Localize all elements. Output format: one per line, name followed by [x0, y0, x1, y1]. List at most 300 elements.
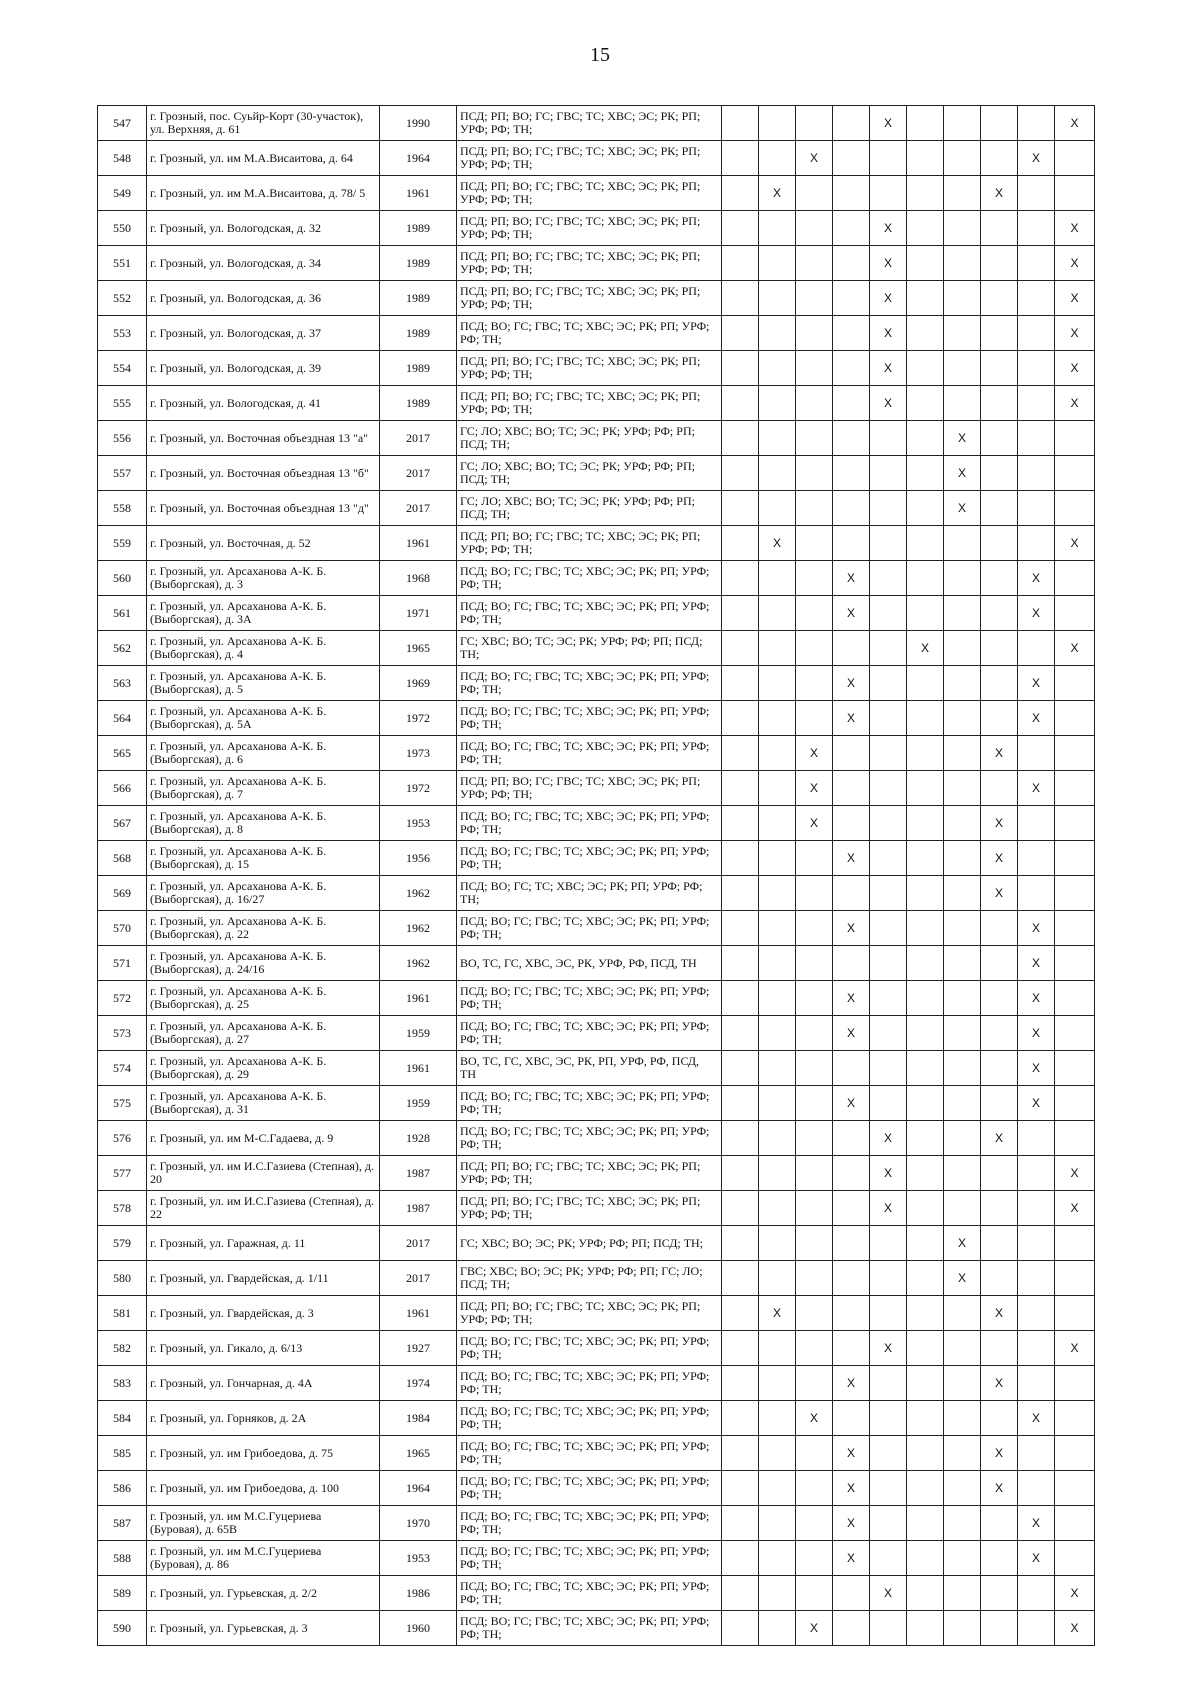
table-row	[98, 981, 1095, 1016]
mark-cell	[833, 1121, 870, 1156]
row-number-cell: 578	[98, 1191, 147, 1226]
year-cell: 1989	[380, 281, 457, 316]
mark-cell	[759, 1366, 796, 1401]
mark-cell	[796, 1471, 833, 1506]
mark-cell: X	[1018, 1051, 1055, 1086]
works-cell: ПСД; РП; ВО; ГС; ГВС; ТС; ХВС; ЭС; РК; РП; УРФ; РФ; ТН;	[457, 526, 722, 561]
row-number-cell: 565	[98, 736, 147, 771]
address-cell: г. Грозный, ул. Арсаханова А-К. Б. (Выборгская), д. 5А	[147, 701, 380, 736]
works-cell: ГС; ЛО; ХВС; ВО; ТС; ЭС; РК; УРФ; РФ; РП; ПСД; ТН;	[457, 491, 722, 526]
mark-cell	[907, 1296, 944, 1331]
year-cell: 1965	[380, 631, 457, 666]
mark-cell	[1018, 1156, 1055, 1191]
mark-cell	[759, 1016, 796, 1051]
mark-cell	[759, 211, 796, 246]
mark-cell: X	[1018, 771, 1055, 806]
mark-cell	[759, 386, 796, 421]
mark-cell	[796, 526, 833, 561]
address-cell: г. Грозный, ул. Арсаханова А-К. Б. (Выборгская), д. 3	[147, 561, 380, 596]
year-cell: 1986	[380, 1576, 457, 1611]
mark-cell	[796, 351, 833, 386]
works-cell: ПСД; ВО; ГС; ГВС; ТС; ХВС; ЭС; РК; РП; УРФ; РФ; ТН;	[457, 911, 722, 946]
mark-cell	[907, 526, 944, 561]
mark-cell	[833, 281, 870, 316]
mark-cell	[907, 1541, 944, 1576]
mark-cell: X	[944, 456, 981, 491]
mark-cell: X	[1055, 211, 1095, 246]
mark-cell	[907, 1226, 944, 1261]
address-cell: г. Грозный, ул. Арсаханова А-К. Б. (Выборгская), д. 27	[147, 1016, 380, 1051]
address-cell: г. Грозный, ул. им М.С.Гуцериева (Буровая), д. 86	[147, 1541, 380, 1576]
mark-cell: X	[981, 1121, 1018, 1156]
mark-cell	[722, 1506, 759, 1541]
works-cell: ВО, ТС, ГС, ХВС, ЭС, РК, УРФ, РФ, ПСД, ТН	[457, 946, 722, 981]
mark-cell	[722, 1366, 759, 1401]
year-cell: 1962	[380, 946, 457, 981]
mark-cell	[944, 771, 981, 806]
mark-cell	[1055, 876, 1095, 911]
row-number-cell: 581	[98, 1296, 147, 1331]
year-cell: 1953	[380, 1541, 457, 1576]
mark-cell	[722, 561, 759, 596]
mark-cell	[981, 1331, 1018, 1366]
table-body	[98, 106, 1095, 1646]
year-cell: 1953	[380, 806, 457, 841]
mark-cell	[759, 1261, 796, 1296]
address-cell: г. Грозный, ул. Арсаханова А-К. Б. (Выборгская), д. 29	[147, 1051, 380, 1086]
year-cell: 1968	[380, 561, 457, 596]
address-cell: г. Грозный, ул. им М-С.Гадаева, д. 9	[147, 1121, 380, 1156]
mark-cell: X	[1055, 1611, 1095, 1646]
mark-cell	[907, 1016, 944, 1051]
mark-cell	[796, 946, 833, 981]
mark-cell	[981, 211, 1018, 246]
table-row	[98, 1191, 1095, 1226]
mark-cell	[759, 1226, 796, 1261]
mark-cell	[907, 876, 944, 911]
mark-cell	[1055, 1261, 1095, 1296]
mark-cell	[833, 491, 870, 526]
table-row	[98, 281, 1095, 316]
mark-cell	[796, 1366, 833, 1401]
row-number-cell: 573	[98, 1016, 147, 1051]
mark-cell	[759, 1086, 796, 1121]
table-row	[98, 1261, 1095, 1296]
row-number-cell: 577	[98, 1156, 147, 1191]
mark-cell	[759, 1436, 796, 1471]
mark-cell	[796, 1121, 833, 1156]
year-cell: 2017	[380, 421, 457, 456]
address-cell: г. Грозный, ул. Арсаханова А-К. Б. (Выборгская), д. 7	[147, 771, 380, 806]
works-cell: ПСД; ВО; ГС; ГВС; ТС; ХВС; ЭС; РК; РП; УРФ; РФ; ТН;	[457, 1471, 722, 1506]
table-row	[98, 1156, 1095, 1191]
mark-cell	[722, 1296, 759, 1331]
mark-cell	[907, 841, 944, 876]
mark-cell	[1018, 736, 1055, 771]
mark-cell	[944, 526, 981, 561]
mark-cell	[833, 176, 870, 211]
mark-cell	[759, 1331, 796, 1366]
mark-cell	[759, 1576, 796, 1611]
address-cell: г. Грозный, ул. Гвардейская, д. 1/11	[147, 1261, 380, 1296]
mark-cell	[870, 1051, 907, 1086]
mark-cell	[833, 876, 870, 911]
mark-cell	[759, 1121, 796, 1156]
mark-cell	[944, 1506, 981, 1541]
mark-cell	[907, 1436, 944, 1471]
mark-cell: X	[870, 351, 907, 386]
works-cell: ПСД; ВО; ГС; ГВС; ТС; ХВС; ЭС; РК; РП; УРФ; РФ; ТН;	[457, 1086, 722, 1121]
mark-cell	[944, 246, 981, 281]
mark-cell	[907, 141, 944, 176]
mark-cell	[981, 946, 1018, 981]
mark-cell	[907, 946, 944, 981]
mark-cell	[722, 456, 759, 491]
address-cell: г. Грозный, ул. Арсаханова А-К. Б. (Выборгская), д. 5	[147, 666, 380, 701]
table-row	[98, 106, 1095, 141]
table-row	[98, 456, 1095, 491]
mark-cell	[722, 1331, 759, 1366]
address-cell: г. Грозный, ул. Арсаханова А-К. Б. (Выборгская), д. 22	[147, 911, 380, 946]
mark-cell	[907, 666, 944, 701]
mark-cell	[833, 421, 870, 456]
year-cell: 2017	[380, 1261, 457, 1296]
mark-cell	[944, 1436, 981, 1471]
works-cell: ПСД; РП; ВО; ГС; ГВС; ТС; ХВС; ЭС; РК; РП; УРФ; РФ; ТН;	[457, 176, 722, 211]
row-number-cell: 579	[98, 1226, 147, 1261]
table-row	[98, 911, 1095, 946]
row-number-cell: 572	[98, 981, 147, 1016]
mark-cell: X	[833, 596, 870, 631]
mark-cell	[870, 421, 907, 456]
works-cell: ГС; ЛО; ХВС; ВО; ТС; ЭС; РК; УРФ; РФ; РП; ПСД; ТН;	[457, 421, 722, 456]
mark-cell	[759, 1471, 796, 1506]
mark-cell: X	[1055, 1331, 1095, 1366]
row-number-cell: 588	[98, 1541, 147, 1576]
mark-cell: X	[944, 1261, 981, 1296]
mark-cell	[981, 246, 1018, 281]
mark-cell	[1018, 106, 1055, 141]
works-cell: ВО, ТС, ГС, ХВС, ЭС, РК, РП, УРФ, РФ, ПСД, ТН	[457, 1051, 722, 1086]
mark-cell: X	[1018, 1401, 1055, 1436]
works-cell: ПСД; РП; ВО; ГС; ГВС; ТС; ХВС; ЭС; РК; РП; УРФ; РФ; ТН;	[457, 771, 722, 806]
mark-cell	[1055, 771, 1095, 806]
row-number-cell: 553	[98, 316, 147, 351]
table-row	[98, 1366, 1095, 1401]
table-row	[98, 876, 1095, 911]
mark-cell: X	[833, 1016, 870, 1051]
works-cell: ПСД; РП; ВО; ГС; ГВС; ТС; ХВС; ЭС; РК; РП; УРФ; РФ; ТН;	[457, 281, 722, 316]
mark-cell	[759, 281, 796, 316]
works-cell: ПСД; ВО; ГС; ТС; ХВС; ЭС; РК; РП; УРФ; РФ; ТН;	[457, 876, 722, 911]
mark-cell	[944, 1401, 981, 1436]
mark-cell	[722, 946, 759, 981]
mark-cell	[944, 351, 981, 386]
mark-cell	[1018, 176, 1055, 211]
mark-cell	[1055, 1086, 1095, 1121]
mark-cell	[1018, 1191, 1055, 1226]
mark-cell	[796, 456, 833, 491]
mark-cell	[907, 1261, 944, 1296]
mark-cell: X	[1018, 561, 1055, 596]
row-number-cell: 589	[98, 1576, 147, 1611]
row-number-cell: 569	[98, 876, 147, 911]
works-cell: ПСД; РП; ВО; ГС; ГВС; ТС; ХВС; ЭС; РК; РП; УРФ; РФ; ТН;	[457, 141, 722, 176]
mark-cell	[870, 666, 907, 701]
mark-cell	[796, 246, 833, 281]
mark-cell	[1018, 246, 1055, 281]
address-cell: г. Грозный, ул. им М.С.Гуцериева (Буровая), д. 65В	[147, 1506, 380, 1541]
address-cell: г. Грозный, ул. Вологодская, д. 39	[147, 351, 380, 386]
mark-cell: X	[833, 561, 870, 596]
row-number-cell: 554	[98, 351, 147, 386]
mark-cell: X	[833, 981, 870, 1016]
mark-cell	[907, 246, 944, 281]
table-row	[98, 246, 1095, 281]
row-number-cell: 582	[98, 1331, 147, 1366]
year-cell: 1965	[380, 1436, 457, 1471]
mark-cell	[944, 106, 981, 141]
mark-cell	[796, 981, 833, 1016]
mark-cell	[870, 1611, 907, 1646]
mark-cell	[981, 1191, 1018, 1226]
mark-cell	[1055, 421, 1095, 456]
mark-cell: X	[833, 1366, 870, 1401]
mark-cell: X	[1055, 106, 1095, 141]
mark-cell	[722, 1016, 759, 1051]
mark-cell	[944, 666, 981, 701]
table-row	[98, 316, 1095, 351]
mark-cell	[907, 1401, 944, 1436]
mark-cell	[796, 1576, 833, 1611]
works-cell: ПСД; РП; ВО; ГС; ГВС; ТС; ХВС; ЭС; РК; РП; УРФ; РФ; ТН;	[457, 386, 722, 421]
mark-cell	[944, 281, 981, 316]
mark-cell	[796, 1296, 833, 1331]
mark-cell: X	[796, 141, 833, 176]
works-cell: ПСД; ВО; ГС; ГВС; ТС; ХВС; ЭС; РК; РП; УРФ; РФ; ТН;	[457, 1331, 722, 1366]
mark-cell	[870, 141, 907, 176]
mark-cell	[759, 596, 796, 631]
table-row	[98, 386, 1095, 421]
mark-cell	[907, 421, 944, 456]
mark-cell	[907, 1156, 944, 1191]
row-number-cell: 547	[98, 106, 147, 141]
mark-cell	[796, 666, 833, 701]
mark-cell	[981, 1611, 1018, 1646]
mark-cell	[907, 281, 944, 316]
mark-cell	[796, 281, 833, 316]
mark-cell	[944, 1576, 981, 1611]
table-row	[98, 421, 1095, 456]
address-cell: г. Грозный, ул. Вологодская, д. 41	[147, 386, 380, 421]
mark-cell	[833, 141, 870, 176]
table-row	[98, 176, 1095, 211]
address-cell: г. Грозный, ул. Арсаханова А-К. Б.(Выборгская), д. 16/27	[147, 876, 380, 911]
mark-cell	[1018, 1611, 1055, 1646]
address-cell: г. Грозный, ул. им Грибоедова, д. 75	[147, 1436, 380, 1471]
works-cell: ПСД; ВО; ГС; ГВС; ТС; ХВС; ЭС; РК; РП; УРФ; РФ; ТН;	[457, 1121, 722, 1156]
row-number-cell: 584	[98, 1401, 147, 1436]
mark-cell: X	[1018, 1086, 1055, 1121]
row-number-cell: 586	[98, 1471, 147, 1506]
mark-cell: X	[870, 1191, 907, 1226]
mark-cell: X	[870, 246, 907, 281]
mark-cell	[1055, 1471, 1095, 1506]
mark-cell	[1018, 421, 1055, 456]
mark-cell: X	[833, 701, 870, 736]
mark-cell	[1055, 1051, 1095, 1086]
mark-cell: X	[833, 911, 870, 946]
mark-cell	[1055, 1016, 1095, 1051]
mark-cell	[722, 1191, 759, 1226]
mark-cell	[796, 316, 833, 351]
mark-cell	[907, 561, 944, 596]
mark-cell: X	[1018, 141, 1055, 176]
mark-cell	[907, 1121, 944, 1156]
table-row	[98, 1541, 1095, 1576]
mark-cell	[1018, 876, 1055, 911]
year-cell: 1961	[380, 176, 457, 211]
mark-cell: X	[833, 1506, 870, 1541]
mark-cell	[796, 1226, 833, 1261]
mark-cell	[870, 1436, 907, 1471]
mark-cell	[796, 596, 833, 631]
mark-cell	[1018, 1436, 1055, 1471]
mark-cell	[759, 1051, 796, 1086]
mark-cell: X	[833, 1086, 870, 1121]
mark-cell	[870, 631, 907, 666]
mark-cell	[981, 596, 1018, 631]
address-cell: г. Грозный, ул. Арсаханова А-К. Б. (Выборгская), д. 15	[147, 841, 380, 876]
mark-cell	[833, 106, 870, 141]
address-cell: г. Грозный, ул. им Грибоедова, д. 100	[147, 1471, 380, 1506]
address-cell: г. Грозный, ул. Гончарная, д. 4А	[147, 1366, 380, 1401]
year-cell: 1987	[380, 1156, 457, 1191]
mark-cell	[1055, 1121, 1095, 1156]
mark-cell	[796, 561, 833, 596]
mark-cell	[1018, 806, 1055, 841]
row-number-cell: 576	[98, 1121, 147, 1156]
mark-cell	[1055, 1366, 1095, 1401]
table-row	[98, 211, 1095, 246]
mark-cell	[944, 1121, 981, 1156]
mark-cell	[981, 1541, 1018, 1576]
mark-cell	[833, 946, 870, 981]
mark-cell	[1055, 701, 1095, 736]
mark-cell: X	[1055, 1156, 1095, 1191]
mark-cell	[833, 1051, 870, 1086]
mark-cell	[944, 1086, 981, 1121]
mark-cell	[833, 631, 870, 666]
year-cell: 1961	[380, 1051, 457, 1086]
mark-cell: X	[1055, 1191, 1095, 1226]
mark-cell: X	[981, 1436, 1018, 1471]
address-cell: г. Грозный, ул. им И.С.Газиева (Степная), д. 20	[147, 1156, 380, 1191]
mark-cell	[944, 1191, 981, 1226]
address-cell: г. Грозный, ул. Вологодская, д. 34	[147, 246, 380, 281]
year-cell: 1962	[380, 876, 457, 911]
mark-cell	[1018, 1331, 1055, 1366]
mark-cell	[907, 1471, 944, 1506]
mark-cell	[944, 1296, 981, 1331]
mark-cell	[981, 1576, 1018, 1611]
mark-cell: X	[944, 491, 981, 526]
works-cell: ГС; ХВС; ВО; ЭС; РК; УРФ; РФ; РП; ПСД; ТН;	[457, 1226, 722, 1261]
address-cell: г. Грозный, ул. Арсаханова А-К. Б. (Выборгская), д. 8	[147, 806, 380, 841]
mark-cell	[907, 1611, 944, 1646]
mark-cell	[870, 176, 907, 211]
mark-cell	[907, 106, 944, 141]
mark-cell	[759, 561, 796, 596]
mark-cell	[1055, 1296, 1095, 1331]
mark-cell	[907, 1191, 944, 1226]
mark-cell	[981, 631, 1018, 666]
mark-cell: X	[1018, 981, 1055, 1016]
address-cell: г. Грозный, ул. Арсаханова А-К. Б. (Выборгская), д. 6	[147, 736, 380, 771]
mark-cell	[833, 1226, 870, 1261]
mark-cell	[796, 1191, 833, 1226]
works-cell: ПСД; РП; ВО; ГС; ГВС; ТС; ХВС; ЭС; РК; РП; УРФ; РФ; ТН;	[457, 246, 722, 281]
mark-cell	[981, 701, 1018, 736]
table-row	[98, 806, 1095, 841]
address-cell: г. Грозный, ул. Гвардейская, д. 3	[147, 1296, 380, 1331]
mark-cell	[907, 596, 944, 631]
mark-cell	[1018, 1261, 1055, 1296]
table-row	[98, 1471, 1095, 1506]
year-cell: 1987	[380, 1191, 457, 1226]
row-number-cell: 587	[98, 1506, 147, 1541]
mark-cell: X	[870, 386, 907, 421]
row-number-cell: 566	[98, 771, 147, 806]
mark-cell	[833, 526, 870, 561]
mark-cell: X	[870, 106, 907, 141]
mark-cell	[1018, 1121, 1055, 1156]
mark-cell	[1055, 911, 1095, 946]
mark-cell: X	[944, 421, 981, 456]
address-cell: г. Грозный, ул. Арсаханова А-К. Б. (Выборгская), д. 3А	[147, 596, 380, 631]
works-cell: ПСД; ВО; ГС; ГВС; ТС; ХВС; ЭС; РК; РП; УРФ; РФ; ТН;	[457, 1016, 722, 1051]
mark-cell	[907, 911, 944, 946]
mark-cell: X	[981, 1366, 1018, 1401]
mark-cell	[907, 176, 944, 211]
mark-cell: X	[1055, 316, 1095, 351]
year-cell: 1964	[380, 141, 457, 176]
works-cell: ПСД; РП; ВО; ГС; ГВС; ТС; ХВС; ЭС; РК; РП; УРФ; РФ; ТН;	[457, 1156, 722, 1191]
mark-cell	[1018, 1296, 1055, 1331]
table-row	[98, 666, 1095, 701]
mark-cell: X	[981, 806, 1018, 841]
row-number-cell: 575	[98, 1086, 147, 1121]
mark-cell	[870, 981, 907, 1016]
works-cell: ПСД; ВО; ГС; ГВС; ТС; ХВС; ЭС; РК; РП; УРФ; РФ; ТН;	[457, 1436, 722, 1471]
mark-cell	[981, 351, 1018, 386]
mark-cell: X	[833, 1541, 870, 1576]
mark-cell	[981, 456, 1018, 491]
mark-cell	[722, 911, 759, 946]
mark-cell: X	[944, 1226, 981, 1261]
mark-cell: X	[833, 1471, 870, 1506]
mark-cell	[722, 701, 759, 736]
mark-cell: X	[759, 176, 796, 211]
mark-cell	[833, 316, 870, 351]
mark-cell	[759, 806, 796, 841]
mark-cell	[759, 351, 796, 386]
year-cell: 1971	[380, 596, 457, 631]
mark-cell	[981, 106, 1018, 141]
mark-cell	[722, 1436, 759, 1471]
mark-cell	[870, 1366, 907, 1401]
mark-cell: X	[1018, 701, 1055, 736]
